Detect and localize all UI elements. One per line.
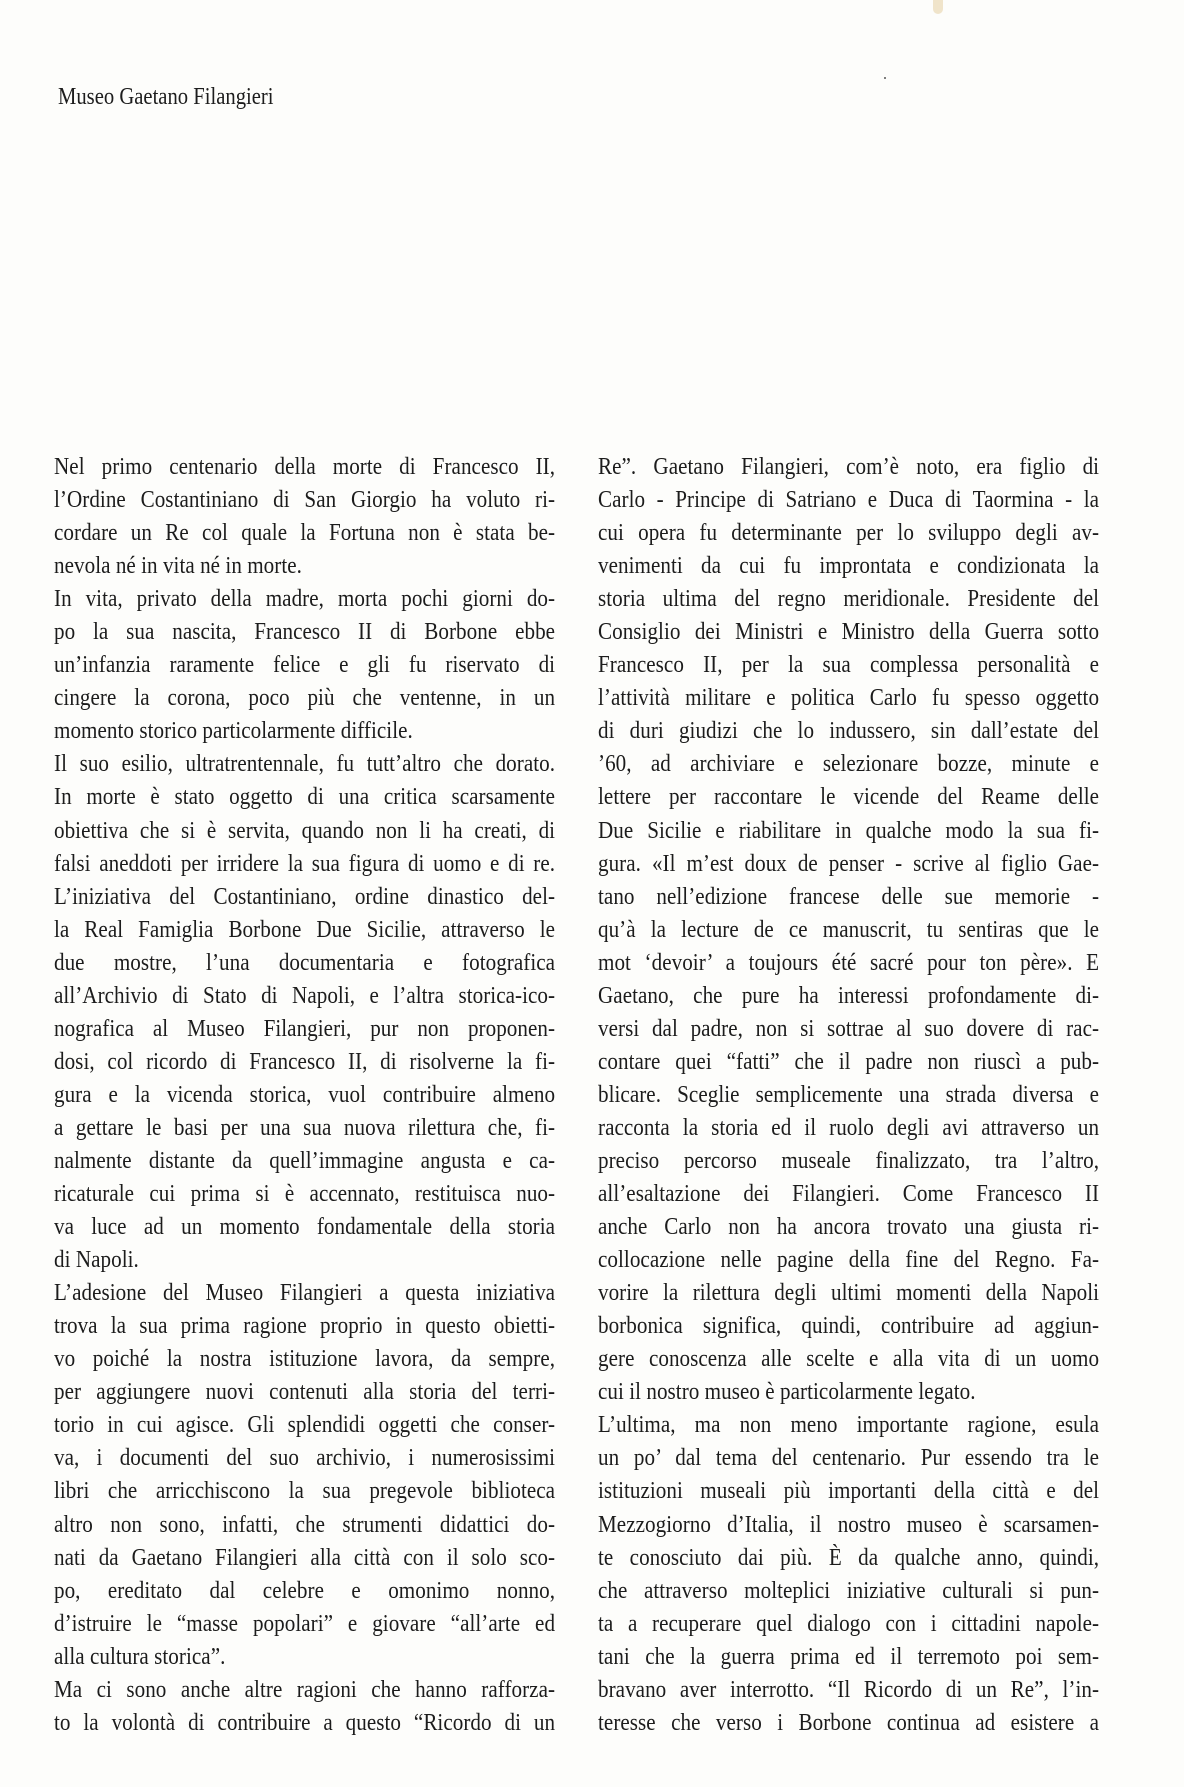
text-line: nati da Gaetano Filangieri alla città con il solo sco- xyxy=(54,1543,556,1571)
text-column-right xyxy=(598,450,1099,1770)
text-line: L’adesione del Museo Filangieri a questa iniziativa xyxy=(54,1279,556,1307)
text-line: versi dal padre, non si sottrae al suo dovere di rac- xyxy=(598,1014,1100,1042)
text-line: po, ereditato dal celebre e omonimo nonno, xyxy=(54,1576,556,1604)
text-line: dosi, col ricordo di Francesco II, di risolverne la fi- xyxy=(54,1047,556,1075)
text-line: ’60, ad archiviare e selezionare bozze, minute e xyxy=(598,750,1100,778)
text-line: vo poiché la nostra istituzione lavora, da sempre, xyxy=(54,1345,556,1373)
text-line: Consiglio dei Ministri e Ministro della Guerra sotto xyxy=(598,618,1100,646)
text-line: cui il nostro museo è particolarmente legato. xyxy=(598,1378,976,1406)
text-line: venimenti da cui fu improntata e condizionata la xyxy=(598,552,1100,580)
text-line: Re”. Gaetano Filangieri, com’è noto, era figlio di xyxy=(598,453,1100,480)
text-line: collocazione nelle pagine della fine del Regno. Fa- xyxy=(598,1246,1100,1274)
text-line: racconta la storia ed il ruolo degli avi attraverso un xyxy=(598,1113,1100,1141)
text-line: di duri giudizi che lo indussero, sin dall’estate del xyxy=(598,717,1100,745)
text-line: due mostre, l’una documentaria e fotografica xyxy=(54,948,556,976)
text-line: Gaetano, che pure ha interessi profondamente di- xyxy=(598,981,1100,1009)
text-line: bravano aver interrotto. “Il Ricordo di un Re”, l’in- xyxy=(598,1675,1100,1703)
text-line: Il suo esilio, ultratrentennale, fu tutt’altro che dorato. xyxy=(54,750,556,778)
text-line: nografica al Museo Filangieri, pur non proponen- xyxy=(54,1014,556,1042)
text-line: qu’à la lecture de ce manuscrit, tu sentiras que le xyxy=(598,915,1100,943)
text-line: vorire la rilettura degli ultimi momenti della Napoli xyxy=(598,1279,1100,1307)
text-line: tani che la guerra prima ed il terremoto poi sem- xyxy=(598,1642,1100,1670)
text-line: te conosciuto dai più. È da qualche anno, quindi, xyxy=(598,1543,1100,1571)
text-line: a gettare le basi per una sua nuova rilettura che, fi- xyxy=(54,1113,556,1141)
text-line: In morte è stato oggetto di una critica scarsamente xyxy=(54,783,556,811)
text-line: teresse che verso i Borbone continua ad esistere a xyxy=(598,1708,1100,1736)
text-line: gura e la vicenda storica, vuol contribuire almeno xyxy=(54,1080,556,1108)
text-line: obiettiva che si è servita, quando non li ha creati, di xyxy=(54,816,556,844)
text-line: va, i documenti del suo archivio, i numerosissimi xyxy=(54,1444,556,1472)
text-line: cui opera fu determinante per lo sviluppo degli av- xyxy=(598,519,1100,547)
text-line: blicare. Sceglie semplicemente una strada diversa e xyxy=(598,1080,1100,1108)
text-line: di Napoli. xyxy=(54,1246,139,1274)
text-line: cingere la corona, poco più che ventenne, in un xyxy=(54,684,556,712)
text-column-left xyxy=(54,450,555,1770)
text-line: contare quei “fatti” che il padre non riuscì a pub- xyxy=(598,1047,1100,1075)
text-line: storia ultima del regno meridionale. Presidente del xyxy=(598,585,1100,613)
text-line: Nel primo centenario della morte di Francesco II, xyxy=(54,453,556,480)
text-line: preciso percorso museale finalizzato, tra l’altro, xyxy=(598,1146,1100,1174)
text-line: ta a recuperare quel dialogo con i cittadini napole- xyxy=(598,1609,1100,1637)
text-line: che attraverso molteplici iniziative culturali si pun- xyxy=(598,1576,1100,1604)
text-line: l’attività militare e politica Carlo fu spesso oggetto xyxy=(598,684,1100,712)
paper-mark xyxy=(933,0,943,14)
text-line: Francesco II, per la sua complessa personalità e xyxy=(598,651,1100,679)
text-line: po la sua nascita, Francesco II di Borbone ebbe xyxy=(54,618,556,646)
text-line: L’iniziativa del Costantiniano, ordine dinastico del- xyxy=(54,882,556,910)
text-line: In vita, privato della madre, morta pochi giorni do- xyxy=(54,585,556,613)
text-line: altro non sono, infatti, che strumenti didattici do- xyxy=(54,1510,556,1538)
text-line: Mezzogiorno d’Italia, il nostro museo è scarsamen- xyxy=(598,1510,1100,1538)
paper-speck xyxy=(884,77,886,79)
text-line: per aggiungere nuovi contenuti alla storia del terri- xyxy=(54,1378,556,1406)
text-line: torio in cui agisce. Gli splendidi oggetti che conser- xyxy=(54,1411,556,1439)
text-line: trova la sua prima ragione proprio in questo obietti- xyxy=(54,1312,556,1340)
text-line: falsi aneddoti per irridere la sua figura di uomo e di re. xyxy=(54,849,556,877)
text-line: nevola né in vita né in morte. xyxy=(54,552,302,580)
text-line: tano nell’edizione francese delle sue memorie - xyxy=(598,882,1100,910)
text-line: la Real Famiglia Borbone Due Sicilie, attraverso le xyxy=(54,915,556,943)
text-line: borbonica significa, quindi, contribuire ad aggiun- xyxy=(598,1312,1100,1340)
text-line: to la volontà di contribuire a questo “Ricordo di un xyxy=(54,1708,556,1736)
text-line: istituzioni museali più importanti della città e del xyxy=(598,1477,1100,1505)
text-line: nalmente distante da quell’immagine angusta e ca- xyxy=(54,1146,556,1174)
text-line: all’Archivio di Stato di Napoli, e l’altra storica-ico- xyxy=(54,981,556,1009)
text-line: momento storico particolarmente difficile. xyxy=(54,717,413,745)
text-line: d’istruire le “masse popolari” e giovare “all’arte ed xyxy=(54,1609,556,1637)
text-line: ricaturale cui prima si è accennato, restituisca nuo- xyxy=(54,1180,556,1208)
text-line: un po’ dal tema del centenario. Pur essendo tra le xyxy=(598,1444,1100,1472)
text-line: alla cultura storica”. xyxy=(54,1642,226,1670)
text-line: cordare un Re col quale la Fortuna non è stata be- xyxy=(54,519,556,547)
text-line: libri che arricchiscono la sua pregevole biblioteca xyxy=(54,1477,556,1505)
text-line: gura. «Il m’est doux de penser - scrive al figlio Gae- xyxy=(598,849,1100,877)
text-line: va luce ad un momento fondamentale della storia xyxy=(54,1213,556,1241)
text-line: anche Carlo non ha ancora trovato una giusta ri- xyxy=(598,1213,1100,1241)
text-line: l’Ordine Costantiniano di San Giorgio ha voluto ri- xyxy=(54,486,556,514)
text-line: L’ultima, ma non meno importante ragione, esula xyxy=(598,1411,1100,1439)
text-line: un’infanzia raramente felice e gli fu riservato di xyxy=(54,651,556,679)
text-line: mot ‘devoir’ a toujours été sacré pour ton père». E xyxy=(598,948,1100,976)
text-line: Due Sicilie e riabilitare in qualche modo la sua fi- xyxy=(598,816,1100,844)
running-head: Museo Gaetano Filangieri xyxy=(58,84,274,110)
text-line: all’esaltazione dei Filangieri. Come Francesco II xyxy=(598,1180,1100,1208)
text-line: gere conoscenza alle scelte e alla vita di un uomo xyxy=(598,1345,1100,1373)
text-line: lettere per raccontare le vicende del Reame delle xyxy=(598,783,1100,811)
text-line: Carlo - Principe di Satriano e Duca di Taormina - la xyxy=(598,486,1100,514)
text-line: Ma ci sono anche altre ragioni che hanno rafforza- xyxy=(54,1675,556,1703)
